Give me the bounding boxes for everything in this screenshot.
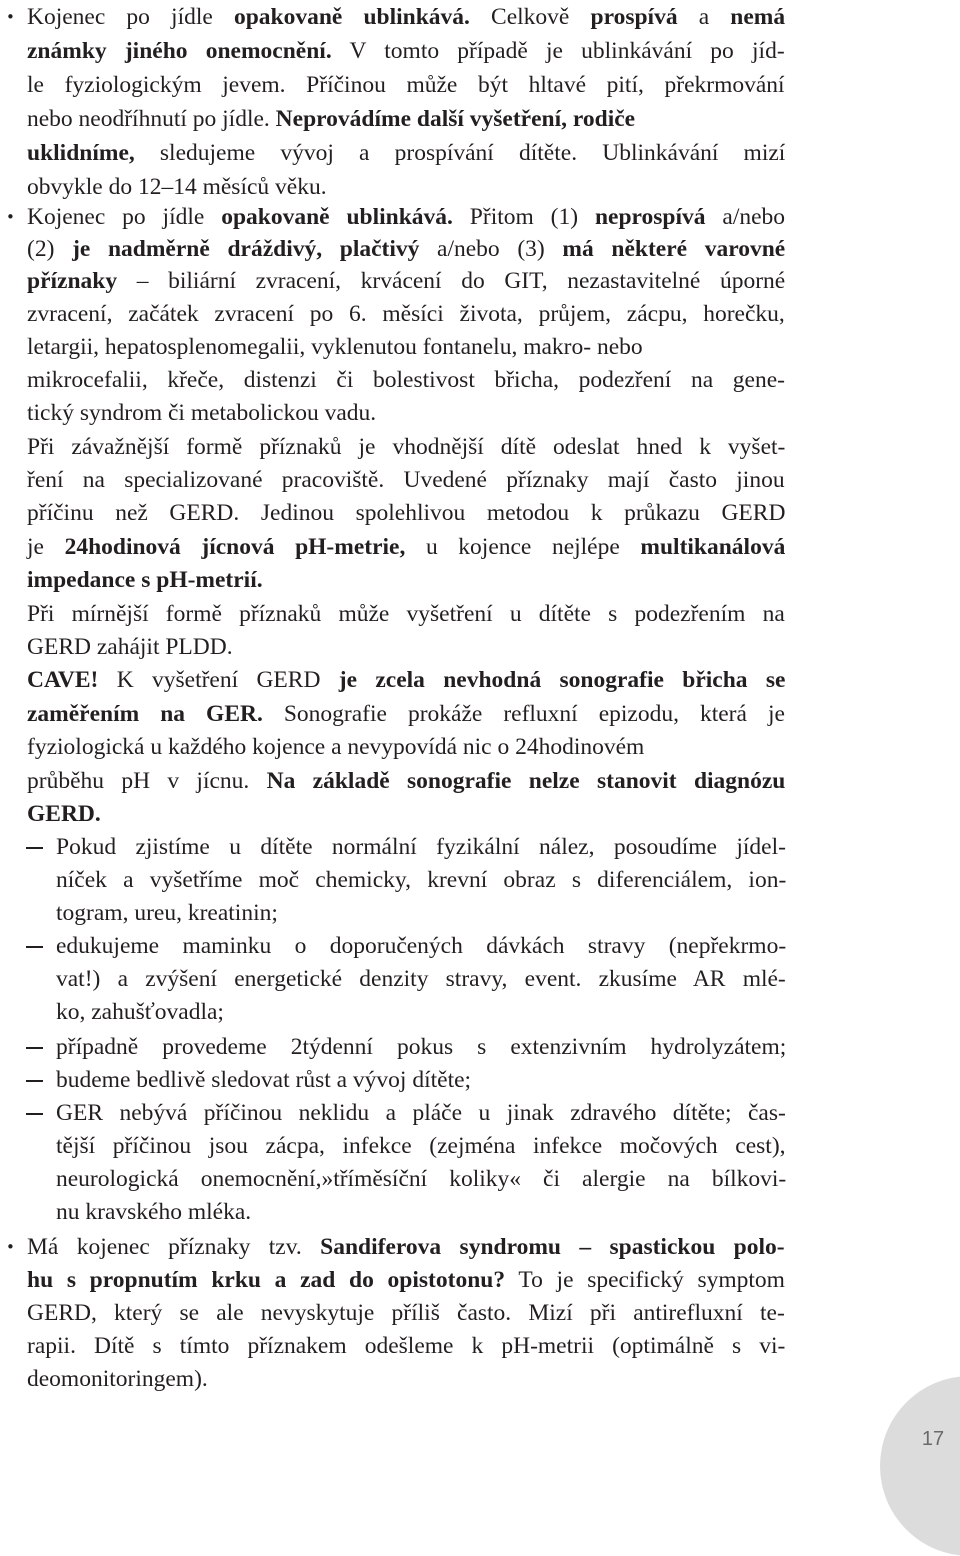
text-span: obvykle do 12–14 měsíců věku. xyxy=(27,174,327,200)
text-span: nu kravského mléka. xyxy=(56,1199,252,1225)
text-span: níček a vyšetříme moč chemicky, krevní obraz s diferenciálem, ion- xyxy=(56,867,787,893)
bullet-marker: • xyxy=(6,208,15,226)
dash-marker xyxy=(26,847,43,849)
text-line xyxy=(27,430,785,464)
text-span: Při mírnější formě příznaků může vyšetření u dítěte s podezřením na xyxy=(27,601,785,627)
bold-text: multikanálová xyxy=(640,534,786,560)
text-line xyxy=(27,530,785,564)
text-span: je xyxy=(27,534,65,560)
text-span: a/nebo xyxy=(705,204,786,230)
text-span: (2) xyxy=(27,236,73,262)
text-line xyxy=(27,496,785,530)
text-line xyxy=(27,200,785,234)
text-span: sledujeme vývoj a prospívání dítěte. Ublinkávání mizí xyxy=(134,140,786,166)
bold-text: 24hodinová jícnová pH-metrie, xyxy=(64,534,406,560)
text-span: Celkově xyxy=(469,4,591,30)
text-span: edukujeme maminku o doporučených dávkách stravy (nepřekrmo- xyxy=(56,933,787,959)
text-span: Má kojenec příznaky tzv. xyxy=(27,1234,321,1260)
text-line xyxy=(56,1063,471,1097)
text-span: mikrocefalii, křeče, distenzi či bolestivost břicha, podezření na gene- xyxy=(27,367,785,393)
text-span: fyziologická u každého kojence a nevypovídá nic o 24hodinovém xyxy=(27,734,645,760)
text-span: GER nebývá příčinou neklidu a pláče u jinak zdravého dítěte; čas- xyxy=(56,1100,786,1126)
text-line xyxy=(27,764,785,798)
text-span: tický syndrom či metabolickou vadu. xyxy=(27,400,377,426)
text-line xyxy=(56,1096,786,1130)
text-line xyxy=(27,1329,785,1363)
text-line xyxy=(27,697,785,731)
text-line xyxy=(27,463,785,497)
bold-text: Sandiferova syndromu – spastickou polo- xyxy=(320,1234,785,1260)
text-line xyxy=(27,396,376,430)
text-span: příčinu než GERD. Jedinou spolehlivou metodou k průkazu GERD xyxy=(27,500,786,526)
text-span: – biliární zvracení, krvácení do GIT, nezastavitelné úporné xyxy=(117,268,786,294)
text-line xyxy=(27,1296,785,1330)
text-line xyxy=(27,136,785,170)
text-line xyxy=(27,68,785,102)
text-line xyxy=(56,896,278,930)
text-line xyxy=(27,1362,208,1396)
text-line xyxy=(27,0,785,34)
bold-text: CAVE! xyxy=(27,667,99,693)
dash-marker xyxy=(26,1080,43,1082)
text-span: Při závažnější formě příznaků je vhodnější dítě odeslat hned k vyšet- xyxy=(27,434,786,460)
text-span: le fyziologickým jevem. Příčinou může být hltavé pití, překrmování xyxy=(27,72,785,98)
text-span: Pokud zjistíme u dítěte normální fyzikální nález, posoudíme jídel- xyxy=(56,834,786,860)
text-line xyxy=(27,330,643,364)
text-line xyxy=(56,1030,786,1064)
text-span: budeme bedlivě sledovat růst a vývoj dítěte; xyxy=(56,1067,472,1093)
bold-text: Na základě sonografie nelze stanovit diagnózu xyxy=(266,768,786,794)
text-line xyxy=(56,1129,786,1163)
text-span: Přitom (1) xyxy=(452,204,595,230)
text-line xyxy=(27,797,101,831)
text-line xyxy=(27,663,785,697)
dash-marker xyxy=(26,946,43,948)
text-span: Kojenec po jídle xyxy=(27,4,234,30)
text-span: Sonografie prokáže refluxní epizodu, která je xyxy=(262,701,785,727)
text-span: ření na specializované pracoviště. Uvedené příznaky mají často jinou xyxy=(27,467,785,493)
text-span: a xyxy=(677,4,731,30)
bold-text: uklidníme, xyxy=(27,140,135,166)
page-corner-shape xyxy=(880,1376,960,1556)
text-line xyxy=(56,995,224,1029)
text-line xyxy=(27,563,263,597)
text-line xyxy=(27,730,644,764)
text-span: K vyšetření GERD xyxy=(98,667,339,693)
bold-text: známky jiného onemocnění. xyxy=(27,38,332,64)
dash-marker xyxy=(26,1113,43,1115)
text-span: V tomto případě je ublinkávání po jíd- xyxy=(331,38,785,64)
text-line xyxy=(27,630,233,664)
text-span: vat!) a zvýšení energetické denzity stravy, event. zkusíme AR mlé- xyxy=(56,966,786,992)
text-line xyxy=(27,232,785,266)
bold-text: opakovaně ublinkává. xyxy=(233,4,470,30)
text-line xyxy=(56,830,786,864)
text-line xyxy=(56,929,786,963)
text-span: GERD zahájit PLDD. xyxy=(27,634,233,660)
bold-text: má některé varovné xyxy=(562,236,786,262)
bold-text: impedance s pH-metrií. xyxy=(27,567,263,593)
text-span: průběhu pH v jícnu. xyxy=(27,768,267,794)
text-span: deomonitoringem). xyxy=(27,1366,208,1392)
text-span: rapii. Dítě s tímto příznakem odešleme k pH-metrii (optimálně s vi- xyxy=(27,1333,786,1359)
bold-text: hu s propnutím krku a zad do opistotonu? xyxy=(27,1267,506,1293)
bullet-marker: • xyxy=(6,8,15,26)
text-line xyxy=(27,1230,785,1264)
text-span: tější příčinou jsou zácpa, infekce (zejména infekce močových cest), xyxy=(56,1133,786,1159)
text-line xyxy=(56,1195,251,1229)
text-line xyxy=(27,363,785,397)
text-span: zvracení, začátek zvracení po 6. měsíci života, průjem, zácpu, horečku, xyxy=(27,301,785,327)
bold-text: opakovaně ublinkává. xyxy=(221,204,453,230)
bold-text: je nadměrně dráždivý, plačtivý xyxy=(72,236,420,262)
bold-text: je zcela nevhodná sonografie břicha se xyxy=(338,667,786,693)
text-span: nebo neodříhnutí po jídle. xyxy=(27,106,276,132)
page-number: 17 xyxy=(921,1428,945,1450)
text-line xyxy=(27,297,785,331)
text-span: u kojence nejlépe xyxy=(405,534,641,560)
dash-marker xyxy=(26,1047,43,1049)
text-line xyxy=(27,1263,785,1297)
bold-text: Neprovádíme další vyšetření, rodiče xyxy=(275,106,636,132)
text-line xyxy=(27,597,785,631)
bold-text: zaměřením na GER. xyxy=(27,701,263,727)
text-line xyxy=(56,1162,786,1196)
text-line xyxy=(27,170,327,204)
text-span: případně provedeme 2týdenní pokus s extenzivním hydrolyzátem; xyxy=(56,1034,787,1060)
text-span: a/nebo (3) xyxy=(419,236,563,262)
text-span: To je specifický symptom xyxy=(505,1267,785,1293)
bold-text: nemá xyxy=(730,4,786,30)
text-span: neurologická onemocnění,»tříměsíční koliky« či alergie na bílkovi- xyxy=(56,1166,787,1192)
text-span: letargii, hepatosplenomegalii, vyklenutou fontanelu, makro- nebo xyxy=(27,334,643,360)
text-line xyxy=(56,962,786,996)
bold-text: prospívá xyxy=(590,4,678,30)
text-line xyxy=(56,863,786,897)
text-line xyxy=(27,102,635,136)
bold-text: příznaky xyxy=(27,268,118,294)
bullet-marker: • xyxy=(6,1238,15,1256)
text-line xyxy=(27,34,785,68)
text-span: togram, ureu, kreatinin; xyxy=(56,900,278,926)
text-span: GERD, který se ale nevyskytuje příliš často. Mizí při antirefluxní te- xyxy=(27,1300,785,1326)
bold-text: neprospívá xyxy=(594,204,706,230)
text-line xyxy=(27,264,785,298)
text-span: ko, zahušťovadla; xyxy=(56,999,224,1025)
bold-text: GERD. xyxy=(27,801,101,827)
text-span: Kojenec po jídle xyxy=(27,204,222,230)
